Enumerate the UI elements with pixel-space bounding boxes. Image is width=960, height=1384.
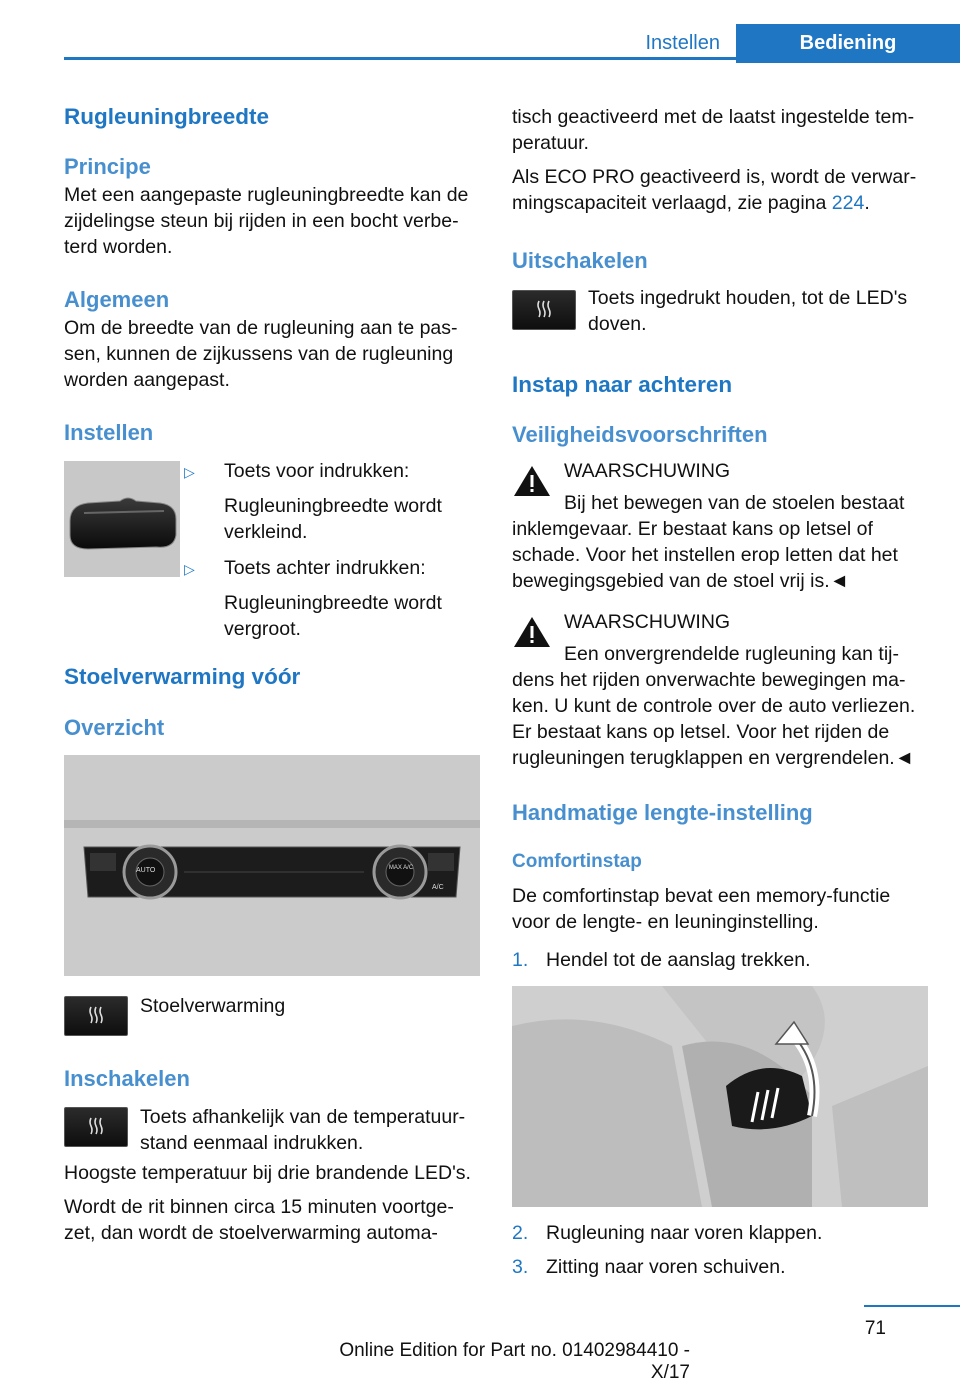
paragraph-comfortinstap: De comfortinstap bevat een memory-functie voor de lengte- en leuninginstelling. — [512, 885, 891, 933]
paragraph-uitschakelen: Toets ingedrukt houden, tot de LED's doven. — [588, 287, 908, 335]
eco-period: . — [864, 192, 870, 214]
warning-icon — [512, 464, 552, 498]
tab-bediening[interactable]: Bediening — [736, 24, 960, 63]
seat-width-button-icon — [64, 461, 180, 577]
eco-text: Als ECO PRO geactiveerd is, wordt de verwar-mingscapaciteit verlaagd, zie pagina — [512, 166, 917, 214]
climate-panel-photo — [64, 755, 480, 976]
bullet-1-sub: Rugleuningbreedte wordt verkleind. — [224, 495, 442, 543]
heading-handmatig: Handmatige lengte-instelling — [512, 800, 813, 825]
triangle-bullet-icon: ▷ — [184, 561, 195, 577]
bullet-1-text: Toets voor indrukken: — [224, 460, 410, 482]
step-1-number: 1. — [512, 949, 529, 971]
heading-instellen: Instellen — [64, 420, 154, 445]
bullet-1 — [184, 458, 484, 485]
seat-heating-button-image-3 — [512, 290, 576, 330]
climate-panel-illustration — [64, 755, 480, 976]
paragraph-inschakelen: Toets afhankelijk van de temperatuur-stand eenmaal indrukken. — [140, 1106, 466, 1154]
heading-comfortinstap: Comfortinstap — [512, 851, 642, 872]
page-header — [64, 24, 960, 60]
heading-stoelverwarming: Stoelverwarming vóór — [64, 664, 301, 689]
paragraph-wordt: Wordt de rit binnen circa 15 minuten voortge-zet, dan wordt de stoelverwarming automa- — [64, 1196, 454, 1244]
panel-maxac-label: MAX A/C — [388, 865, 414, 871]
paragraph-hoogste: Hoogste temperatuur bij drie brandende LED's. — [64, 1162, 471, 1184]
heading-inschakelen: Inschakelen — [64, 1066, 190, 1091]
step-1-text: Hendel tot de aanslag trekken. — [546, 949, 811, 971]
paragraph-principe: Met een aangepaste rugleuningbreedte kan de zijdelingse steun bij rijden in een bocht verbe-terd worden. — [64, 184, 469, 258]
seat-width-button-photo — [64, 461, 180, 577]
footer-rule — [864, 1305, 960, 1307]
warning-1-title: WAARSCHUWING — [564, 460, 731, 482]
heading-uitschakelen: Uitschakelen — [512, 248, 648, 273]
heading-algemeen: Algemeen — [64, 287, 170, 312]
heading-veiligheid: Veiligheidsvoorschriften — [512, 422, 768, 447]
warning-2-title: WAARSCHUWING — [564, 611, 731, 633]
bullet-2-sub: Rugleuningbreedte wordt vergroot. — [224, 592, 442, 640]
footer-edition: Online Edition for Part no. 01402984410 - X/17 — [339, 1340, 690, 1383]
heading-principe: Principe — [64, 154, 151, 179]
heading-overzicht: Overzicht — [64, 715, 165, 740]
seat-lever-photo — [512, 986, 928, 1207]
heading-rugleuningbreedte: Rugleuningbreedte — [64, 104, 270, 129]
step-3 — [512, 1254, 927, 1280]
bullet-2 — [184, 555, 484, 582]
caption-stoelverwarming: Stoelverwarming — [140, 995, 286, 1017]
panel-ac-label: A/C — [432, 884, 444, 891]
panel-auto-label: AUTO — [136, 867, 156, 874]
page-link-224[interactable]: 224 — [831, 192, 865, 214]
paragraph-algemeen: Om de breedte van de rugleuning aan te pas-sen, kunnen de zijkussens van de rugleuning worden aangepast. — [64, 317, 458, 391]
page-number: 71 — [864, 1318, 886, 1339]
warning-1-text-a: Bij het bewegen van de stoelen bestaat — [564, 492, 905, 514]
seat-heating-icon — [535, 299, 555, 321]
seat-heating-button-image — [64, 996, 128, 1036]
warning-2-text-a: Een onvergrendelde rugleuning kan tij- — [564, 643, 899, 665]
triangle-bullet-icon: ▷ — [184, 464, 195, 480]
tab-instellen[interactable]: Instellen — [645, 32, 720, 54]
seat-lever-illustration — [512, 986, 928, 1207]
seat-heating-button-image-2 — [64, 1107, 128, 1147]
step-2 — [512, 1220, 927, 1246]
heading-instap: Instap naar achteren — [512, 372, 733, 397]
bullet-2-text: Toets achter indrukken: — [224, 557, 426, 579]
step-1 — [512, 947, 927, 973]
step-3-number: 3. — [512, 1256, 529, 1278]
warning-1-text-b: inklemgevaar. Er bestaat kans op letsel of schade. Voor het instellen erop letten dat het bewegingsgebied van de stoel vrij is.◄ — [512, 518, 898, 592]
paragraph-continued: tisch geactiveerd met de laatst ingestelde tem-peratuur. — [512, 106, 915, 154]
step-2-text: Rugleuning naar voren klappen. — [546, 1222, 823, 1244]
header-rule — [64, 57, 960, 60]
step-2-number: 2. — [512, 1222, 529, 1244]
paragraph-eco — [512, 164, 927, 216]
warning-icon — [512, 615, 552, 649]
seat-heating-icon — [87, 1116, 107, 1138]
seat-heating-icon — [87, 1005, 107, 1027]
step-3-text: Zitting naar voren schuiven. — [546, 1256, 786, 1278]
warning-2-text-b: dens het rijden onverwachte bewegingen ma-ken. U kunt de controle over de auto verliezen. Er bestaat kans op letsel. Voor het rijden de rugleuningen terugklappen en vergrendelen.◄ — [512, 669, 916, 769]
